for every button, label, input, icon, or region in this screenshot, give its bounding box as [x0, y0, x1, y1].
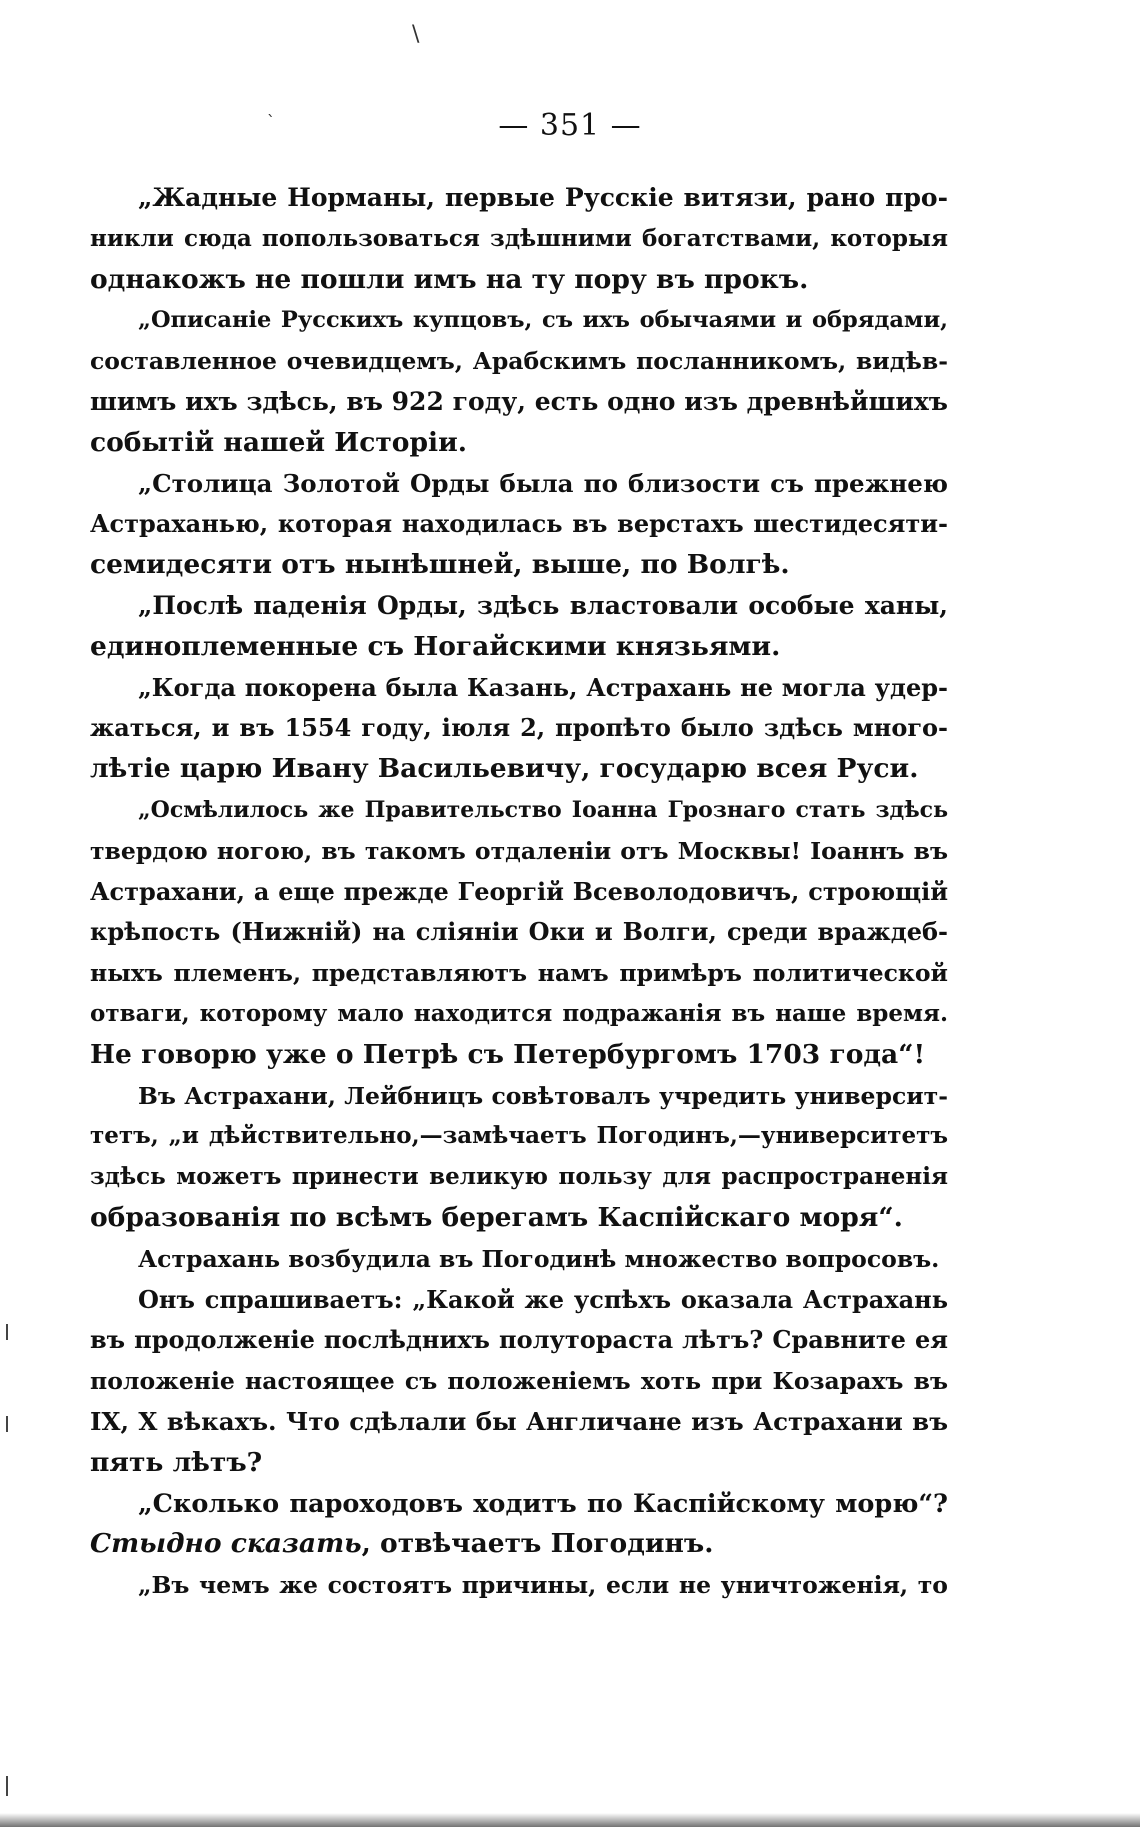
text-line: [90, 1524, 948, 1565]
text-line: [90, 1157, 948, 1198]
text-line: [90, 219, 948, 260]
text-line: [90, 1443, 948, 1484]
line-text: „Когда покорена была Казань, Астрахань не могла удер-: [138, 672, 948, 702]
line-text: въ продолженiе послѣднихъ полутораста лѣтъ? Сравните ея: [90, 1325, 948, 1355]
line-text: тетъ, „и дѣйствительно,—замѣчаетъ Погодинъ,—университетъ: [90, 1122, 948, 1150]
line-text: Въ Астрахани, Лейбницъ совѣтовалъ учредить университ-: [138, 1081, 948, 1110]
text-line: [90, 341, 948, 382]
line-text: , отвѣчаетъ Погодинъ.: [361, 1528, 714, 1560]
scan-speck: \: [412, 22, 420, 47]
text-line: [90, 1565, 948, 1606]
line-text: „Послѣ паденiя Орды, здѣсь властовали особые ханы,: [138, 590, 948, 620]
text-line: [90, 1320, 948, 1361]
italic-phrase: Стыдно сказать: [90, 1528, 362, 1560]
line-text: пять лѣтъ?: [90, 1446, 263, 1478]
line-text: „Столица Золотой Орды была по близости съ прежнею: [138, 468, 948, 498]
text-line: [90, 1402, 948, 1443]
line-text: Не говорю уже о Петрѣ съ Петербургомъ 1703 года“!: [90, 1038, 926, 1070]
text-line: [90, 708, 948, 749]
body-text: [90, 178, 948, 1606]
line-text: никли сюда попользоваться здѣшними богатствами, которыя: [90, 224, 948, 252]
text-line: [90, 1076, 948, 1117]
page-number: — 351 —: [498, 108, 642, 143]
text-line: [90, 260, 948, 301]
text-line: [90, 1484, 948, 1525]
line-text: твердою ногою, въ такомъ отдаленiи отъ Москвы! Iоаннъ въ: [90, 836, 948, 865]
text-line: [90, 1280, 948, 1321]
line-text: семидесяти отъ нынѣшней, выше, по Волгѣ.: [90, 549, 790, 581]
line-text: единоплеменные съ Ногайскими князьями.: [90, 630, 781, 662]
line-text: однакожъ не пошли имъ на ту пору въ прокъ.: [90, 263, 809, 295]
text-line: [90, 178, 948, 219]
line-text: крѣпость (Нижнiй) на слiянiи Оки и Волги, среди враждеб-: [90, 917, 948, 947]
text-line: [90, 1198, 948, 1239]
line-text: Онъ спрашиваетъ: „Какой же успѣхъ оказала Астрахань: [138, 1284, 948, 1314]
line-text: Астрахань возбудила въ Погодинѣ множество вопросовъ.: [138, 1244, 940, 1273]
text-line: [90, 668, 948, 709]
line-text: ныхъ племенъ, представляютъ намъ примѣръ политической: [90, 959, 948, 988]
line-text: образованiя по всѣмъ берегамъ Каспiйскаго моря“.: [90, 1201, 903, 1233]
line-text: отваги, которому мало находится подражанiя въ наше время.: [90, 999, 948, 1027]
text-line: [90, 872, 948, 913]
line-text: положенiе настоящее съ положенiемъ хоть при Козарахъ въ: [90, 1367, 948, 1396]
text-line: [90, 545, 948, 586]
text-line: [90, 464, 948, 505]
text-line: [90, 1239, 948, 1280]
scan-edge-mark: [6, 1416, 8, 1432]
line-text: „Въ чемъ же состоятъ причины, если не уничтоженiя, то: [138, 1571, 948, 1600]
line-text: „Осмѣлилось же Правительство Iоанна Грознаго стать здѣсь: [138, 796, 948, 823]
text-line: [90, 300, 948, 341]
line-text: здѣсь можетъ принести великую пользу для распространенiя: [90, 1163, 948, 1191]
text-line: [90, 627, 948, 668]
text-line: [90, 790, 948, 831]
scan-edge-mark: [6, 1324, 8, 1340]
scan-speck: `: [267, 112, 275, 131]
line-text: жаться, и въ 1554 году, iюля 2, пропѣто было здѣсь много-: [90, 713, 948, 743]
line-text: Астраханью, которая находилась въ верстахъ шестидесяти-: [90, 509, 948, 539]
text-line: [90, 382, 948, 423]
text-line: [90, 423, 948, 464]
text-line: [90, 586, 948, 627]
text-line: [90, 912, 948, 953]
scan-edge-mark: [6, 1776, 8, 1796]
text-line: [90, 1116, 948, 1157]
line-text: „Сколько пароходовъ ходитъ по Каспiйскому морю“?: [138, 1488, 948, 1519]
scan-bottom-edge: [0, 1813, 1140, 1827]
line-text: IX, X вѣкахъ. Что сдѣлали бы Англичане изъ Астрахани въ: [90, 1406, 948, 1436]
line-text: составленное очевидцемъ, Арабскимъ посланникомъ, видѣв-: [90, 347, 948, 376]
text-line: [90, 1035, 948, 1076]
line-text: Астрахани, а еще прежде Георгiй Всеволодовичъ, строющiй: [90, 876, 948, 906]
line-text: „Описанiе Русскихъ купцовъ, съ ихъ обычаями и обрядами,: [138, 307, 948, 334]
line-text: „Жадные Норманы, первые Русскiе витязи, рано про-: [138, 183, 948, 212]
text-line: [90, 504, 948, 545]
text-line: [90, 749, 948, 790]
text-line: [90, 953, 948, 994]
line-text: лѣтiе царю Ивану Васильевичу, государю всея Руси.: [90, 753, 919, 785]
text-line: [90, 831, 948, 872]
line-text: шимъ ихъ здѣсь, въ 922 году, есть одно изъ древнѣйшихъ: [90, 386, 948, 416]
line-text: событiй нашей Исторiи.: [90, 426, 467, 458]
text-line: [90, 994, 948, 1035]
text-line: [90, 1361, 948, 1402]
